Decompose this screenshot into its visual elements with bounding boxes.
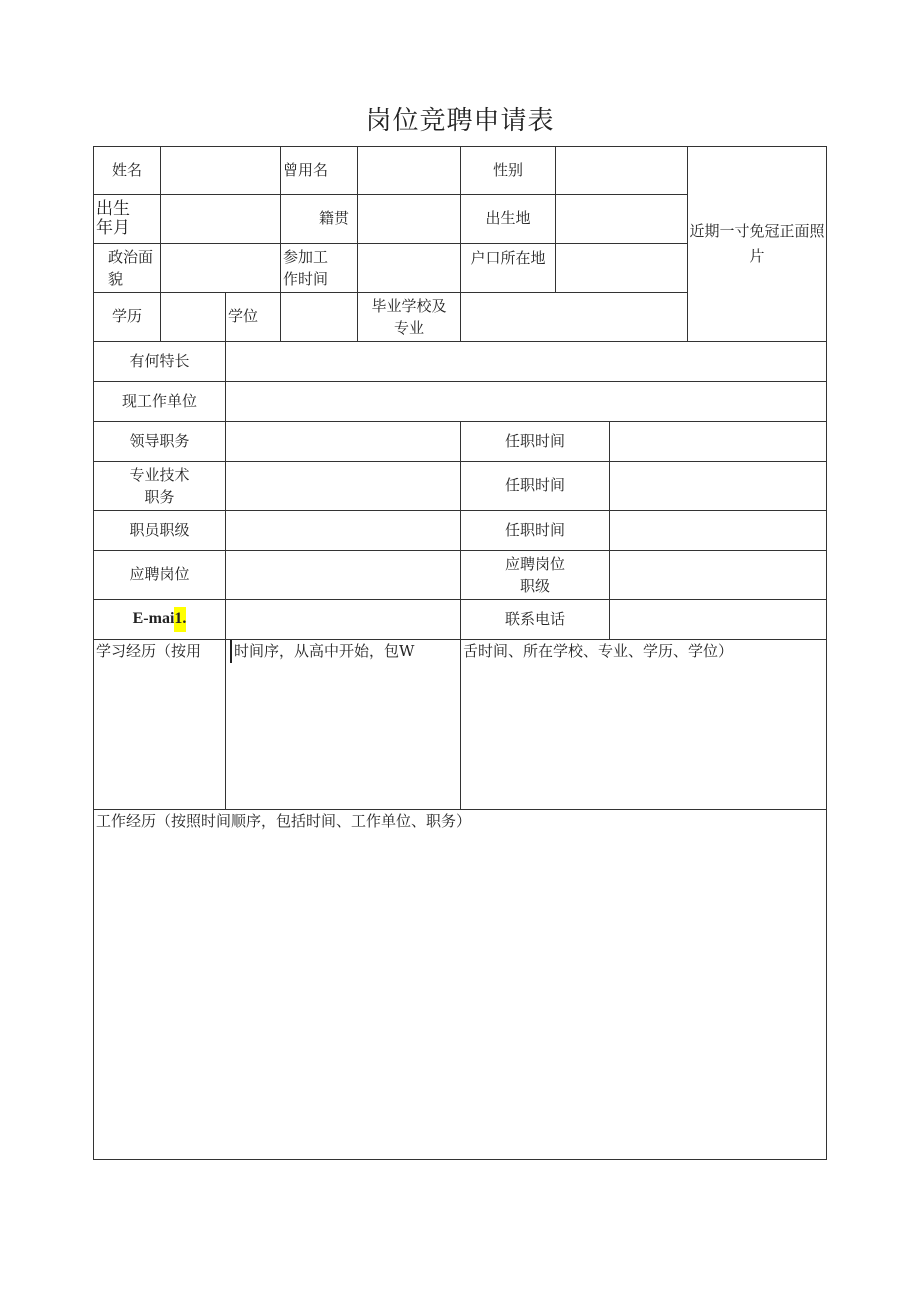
- applied-post-label: 应聘岗位: [129, 565, 190, 584]
- phone-label: 联系电话: [504, 609, 565, 628]
- specialty-value-field[interactable]: [226, 342, 826, 381]
- native-place-label: 籍贯: [318, 209, 349, 228]
- work-start-label: [281, 244, 357, 292]
- staff-grade-label: 职员职级: [129, 520, 190, 539]
- email-value-field[interactable]: [226, 600, 460, 639]
- gender-value-field[interactable]: [556, 147, 687, 194]
- tenure-value-field-3[interactable]: [610, 511, 826, 550]
- work-start-value-field[interactable]: [358, 244, 460, 292]
- school-major-value-field[interactable]: [461, 293, 687, 341]
- former-name-value-field[interactable]: [358, 147, 460, 194]
- tech-post-label-line2: 职务: [144, 488, 175, 506]
- leadership-post-label: 领导职务: [129, 431, 190, 450]
- hukou-value-field[interactable]: [556, 244, 687, 292]
- tenure-label-1: 任职时间: [504, 431, 565, 450]
- email-label: [94, 600, 225, 639]
- applied-grade-value-field[interactable]: [610, 551, 826, 599]
- political-label-line1: 政治面: [108, 247, 154, 266]
- study-history-label-part1: 学习经历（按用: [96, 642, 202, 660]
- staff-grade-value-field[interactable]: [226, 511, 460, 550]
- tech-post-label: [94, 462, 225, 510]
- photo-placeholder: 近期一寸免冠正面照片: [689, 222, 825, 265]
- study-history-label-part3: 舌时间、所在学校、专业、学历、学位）: [463, 642, 734, 660]
- name-label: 姓名: [111, 160, 142, 179]
- political-label-line2: 貌: [108, 270, 124, 288]
- email-label-highlight: 1.: [174, 607, 186, 632]
- education-value-field[interactable]: [161, 293, 225, 341]
- work-start-label-line2: 作时间: [283, 270, 329, 288]
- applied-grade-label: [461, 551, 609, 599]
- hukou-label: 户口所在地: [470, 249, 546, 267]
- study-history-field[interactable]: [226, 640, 460, 809]
- email-label-text: E-mai: [132, 610, 175, 628]
- applied-post-value-field[interactable]: [226, 551, 460, 599]
- birthplace-label: 出生地: [485, 209, 531, 228]
- tech-post-value-field[interactable]: [226, 462, 460, 510]
- school-label-line1: 毕业学校及: [371, 296, 447, 315]
- leadership-post-value-field[interactable]: [226, 422, 460, 461]
- birth-label-line1: 出生: [96, 199, 130, 220]
- name-value-field[interactable]: [161, 147, 280, 194]
- former-name-label: 曾用名: [283, 160, 329, 179]
- specialty-label: 有何特长: [129, 351, 190, 370]
- birth-date-value-field[interactable]: [161, 195, 280, 243]
- work-start-label-line1: 参加工: [283, 247, 329, 266]
- education-label: 学历: [111, 307, 142, 326]
- tenure-label-2: 任职时间: [504, 476, 565, 495]
- gender-label: 性别: [492, 160, 523, 179]
- work-history-field[interactable]: [94, 810, 826, 1159]
- political-status-value-field[interactable]: [161, 244, 280, 292]
- school-label-line2: 专业: [393, 319, 424, 337]
- tenure-value-field-2[interactable]: [610, 462, 826, 510]
- school-major-label: [358, 293, 460, 341]
- political-status-label: [94, 244, 160, 292]
- native-place-value-field[interactable]: [358, 195, 460, 243]
- tenure-value-field-1[interactable]: [610, 422, 826, 461]
- work-history-label: 工作经历（按照时间顺序，包括时间、工作单位、职务）: [96, 812, 472, 830]
- birth-date-label: [94, 195, 160, 243]
- current-employer-value-field[interactable]: [226, 382, 826, 421]
- study-history-label-part2: 时间序，从高中开始，包W: [230, 640, 414, 663]
- birthplace-value-field[interactable]: [556, 195, 687, 243]
- phone-value-field[interactable]: [610, 600, 826, 639]
- form-title: 岗位竞聘申请表: [365, 106, 555, 136]
- table-border-bottom: [93, 1159, 827, 1160]
- degree-value-field[interactable]: [281, 293, 357, 341]
- birth-label-line2: 年月: [96, 218, 130, 238]
- current-employer-label: 现工作单位: [121, 391, 197, 410]
- applied-grade-label-line2: 职级: [519, 577, 550, 595]
- table-border-right: [826, 146, 827, 1160]
- applied-grade-label-line1: 应聘岗位: [504, 554, 565, 573]
- degree-label: 学位: [228, 307, 259, 326]
- tech-post-label-line1: 专业技术: [129, 465, 190, 484]
- tenure-label-3: 任职时间: [504, 520, 565, 539]
